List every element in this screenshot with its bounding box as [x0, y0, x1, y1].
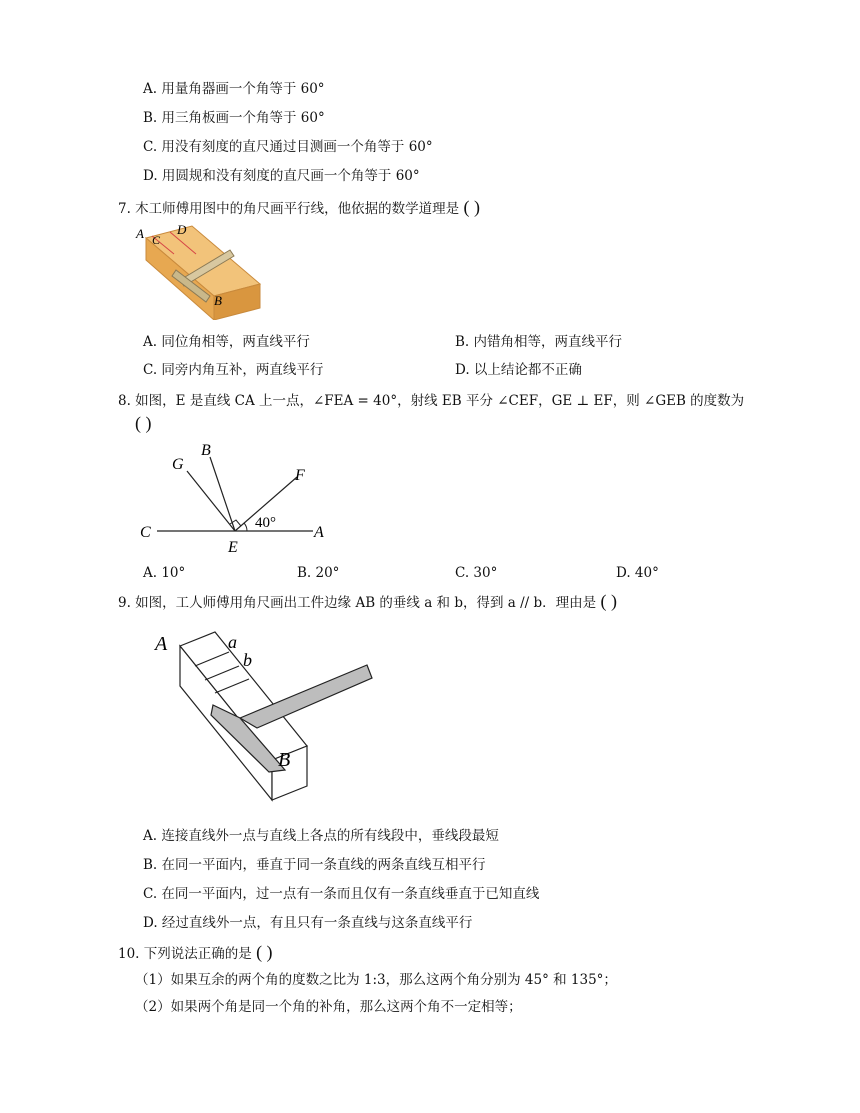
q10-statement-2: （2）如果两个角是同一个角的补角，那么这两个角不一定相等； [135, 999, 522, 1015]
q7-label-c: C [152, 233, 161, 247]
q10-stem-text: 10. 下列说法正确的是 [118, 946, 252, 962]
q6-option-c: C. 用没有刻度的直尺通过目测画一个角等于 60° [143, 139, 433, 155]
q9-figure [145, 620, 385, 810]
q8-label-b: B [201, 442, 211, 459]
q7-answer-paren: ( ) [463, 197, 480, 217]
q7-option-a: A. 同位角相等，两直线平行 [143, 334, 310, 350]
q9-label-b-upper: B [278, 749, 291, 771]
q8-label-c: C [140, 524, 151, 541]
q8-angle-label: 40° [255, 515, 276, 531]
q8-option-a: A. 10° [143, 565, 186, 581]
q9-option-d: D. 经过直线外一点，有且只有一条直线与这条直线平行 [143, 915, 473, 931]
q7-option-b: B. 内错角相等，两直线平行 [455, 334, 623, 350]
q7-label-b: B [214, 293, 222, 308]
q8-label-a: A [314, 524, 324, 541]
q8-stem: 8. 如图，E 是直线 CA 上一点，∠FEA = 40°，射线 EB 平分 ∠CEF，GE ⊥ EF，则 ∠GEB 的度数为 [118, 393, 745, 409]
q6-option-a: A. 用量角器画一个角等于 60° [143, 81, 325, 97]
q7-stem [118, 198, 480, 218]
q8-option-d: D. 40° [616, 565, 659, 581]
ray-eg [187, 471, 235, 531]
q9-label-b-lower: b [243, 650, 252, 670]
q7-label-d: D [177, 222, 187, 237]
q8-label-e: E [228, 539, 238, 556]
q9-label-a-upper: A [155, 633, 168, 655]
q8-answer-paren: ( ) [135, 413, 152, 433]
q7-label-a: A [136, 226, 144, 241]
ray-eb [210, 457, 235, 531]
q7-option-d: D. 以上结论都不正确 [455, 362, 582, 378]
q7-option-c: C. 同旁内角互补，两直线平行 [143, 362, 324, 378]
q8-option-b: B. 20° [297, 565, 340, 581]
q10-stem [118, 943, 273, 963]
q7-figure [130, 220, 270, 320]
q9-stem [118, 592, 617, 612]
q8-label-f: F [295, 467, 305, 484]
q10-answer-paren: ( ) [256, 942, 273, 962]
q10-statement-1: （1）如果互余的两个角的度数之比为 1:3，那么这两个角分别为 45° 和 135°； [135, 972, 617, 988]
q9-answer-paren: ( ) [600, 591, 617, 611]
q9-option-c: C. 在同一平面内，过一点有一条而且仅有一条直线垂直于已知直线 [143, 886, 540, 902]
q9-stem-text: 9. 如图，工人师傅用角尺画出工件边缘 AB 的垂线 a 和 b，得到 a // b．理由是 [118, 595, 597, 611]
q7-stem-text: 7. 木工师傅用图中的角尺画平行线，他依据的数学道理是 [118, 201, 460, 217]
q6-option-d: D. 用圆规和没有刻度的直尺画一个角等于 60° [143, 168, 420, 184]
q8-option-c: C. 30° [455, 565, 498, 581]
q8-figure [135, 435, 340, 560]
q9-option-b: B. 在同一平面内，垂直于同一条直线的两条直线互相平行 [143, 857, 486, 873]
q9-label-a-lower: a [228, 632, 237, 652]
q8-label-g: G [172, 456, 184, 473]
q9-option-a: A. 连接直线外一点与直线上各点的所有线段中，垂线段最短 [143, 828, 499, 844]
q6-option-b: B. 用三角板画一个角等于 60° [143, 110, 325, 126]
